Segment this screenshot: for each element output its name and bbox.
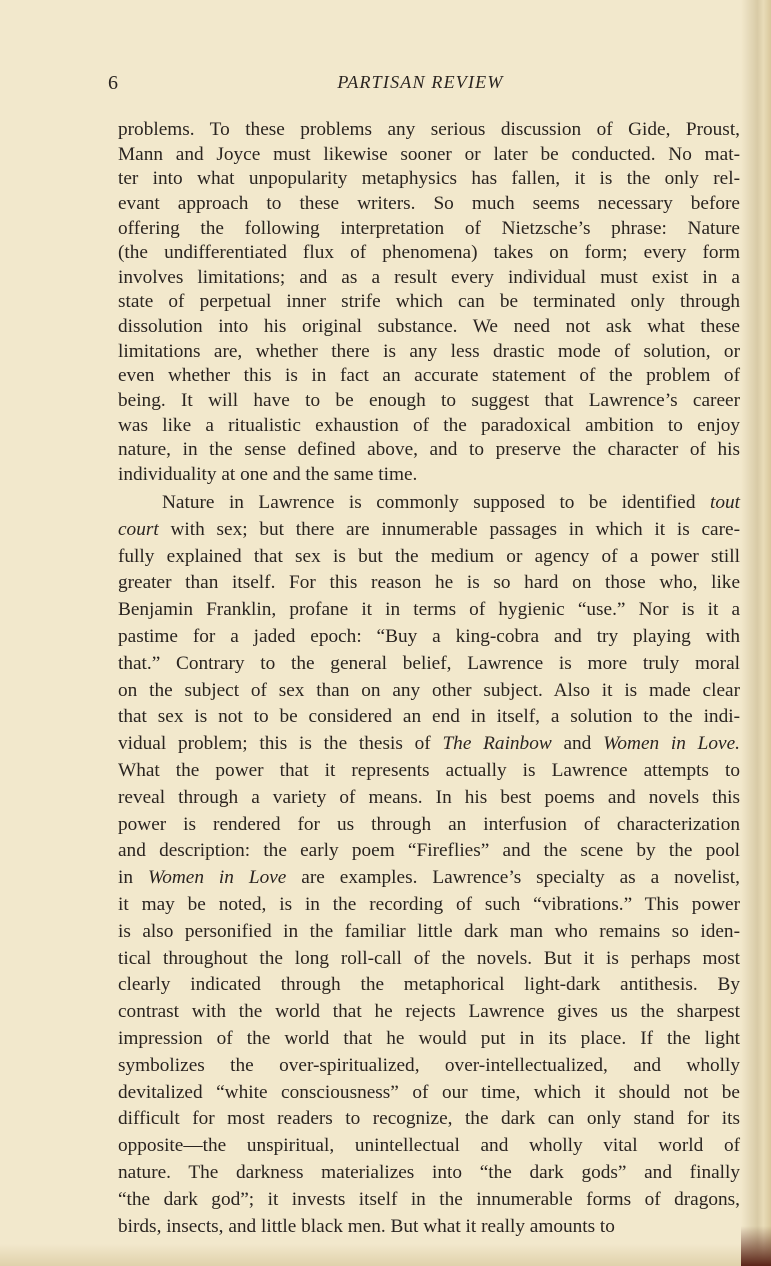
text-line [118,517,740,544]
text-line [118,1080,740,1107]
body-text: was like a ritualistic exhaustion of the paradoxical ambition to enjoy [118,414,740,436]
body-text: on the subject of sex than on any other subject. Also it is made clear [118,679,740,701]
text-line [118,315,740,340]
text-line [118,946,740,973]
text-line [118,597,740,624]
text-line [118,1053,740,1080]
text-line [118,731,740,758]
body-text: dissolution into his original substance. We need not ask what these [118,316,740,338]
text-line [118,118,740,143]
text-line [118,651,740,678]
body-text: What the power that it represents actually is Lawrence attempts to [118,759,740,781]
text-line [118,838,740,865]
italic-title-text: Women in Love [147,867,287,889]
text-line [118,704,740,731]
body-text: (the undifferentiated flux of phenomena) takes on form; every form [118,242,740,264]
text-line [118,570,740,597]
text-line [118,266,740,291]
body-text: and description: the early poem “Fireflies” and the scene by the pool [118,840,740,862]
body-text: reveal through a variety of means. In his best poems and novels this [118,786,740,808]
text-line [118,678,740,705]
text-line [118,865,740,892]
italic-title-text: tout [710,492,740,513]
body-text: Nature in Lawrence is commonly supposed to be identified [162,492,710,513]
text-line [118,241,740,266]
body-text: evant approach to these writers. So much seems necessary before [118,192,740,214]
text-line [118,1133,740,1160]
body-text: power is rendered for us through an interfusion of characterization [118,813,740,835]
text-line [118,340,740,365]
body-text: contrast with the world that he rejects Lawrence gives us the sharpest [118,1001,740,1023]
body-text: and [551,733,604,755]
body-text: with sex; but there are innumerable passages in which it is care- [158,518,740,540]
italic-title-text: court [118,518,159,540]
text-line [118,414,740,439]
running-head: PARTISAN REVIEW [337,72,504,92]
text-line [118,389,740,414]
body-text: even whether this is in fact an accurate statement of the problem of [118,365,740,387]
text-line [118,919,740,946]
body-text: individuality at one and the same time. [118,463,418,485]
text-line [118,1187,740,1214]
body-text: birds, insects, and little black men. But what it really amounts to [118,1215,615,1237]
body-text: limitations are, whether there is any less drastic mode of solution, or [118,340,740,362]
body-text: offering the following interpretation of Nietzsche’s phrase: Nature [118,217,740,239]
italic-title-text: The Rainbow [442,733,552,755]
text-line [118,892,740,919]
body-text: tical throughout the long roll-call of the novels. But it is perhaps most [118,947,740,969]
text-line [118,1026,740,1053]
body-text: in [118,867,148,889]
text-line [118,1160,740,1187]
text-line [118,192,740,217]
body-text: “the dark god”; it invests itself in the innumerable forms of dragons, [118,1188,740,1210]
body-text: involves limitations; and as a result every individual must exist in a [118,266,740,288]
body-text: greater than itself. For this reason he is so hard on those who, like [118,572,740,594]
page-number: 6 [108,72,118,94]
text-line [118,812,740,839]
text-line [118,167,740,192]
text-line [118,972,740,999]
text-line [118,463,740,488]
text-line [118,490,740,517]
text-line [118,438,740,463]
body-text: are examples. Lawrence’s specialty as a novelist, [286,867,740,889]
body-text: that.” Contrary to the general belief, Lawrence is more truly moral [118,652,740,674]
text-line [118,758,740,785]
body-text: ter into what unpopularity metaphysics has fallen, it is the only rel- [118,168,740,190]
body-text: nature. The darkness materializes into “the dark gods” and finally [118,1161,740,1183]
text-line [118,999,740,1026]
paragraph-2 [118,490,740,1240]
body-text: fully explained that sex is but the medium or agency of a power still [118,545,740,567]
text-line [118,217,740,242]
body-text: problems. To these problems any serious discussion of Gide, Proust, [118,119,740,140]
body-text: vidual problem; this is the thesis of [118,733,443,755]
text-line [118,624,740,651]
body-text: is also personified in the familiar little dark man who remains so iden- [118,920,740,942]
body-text: devitalized “white consciousness” of our time, which it should not be [118,1081,740,1103]
body-text: difficult for most readers to recognize, the dark can only stand for its [118,1108,740,1130]
page-edge-shadow [741,0,771,1266]
italic-title-text: Women in Love. [603,733,740,755]
page-bottom-shadow [0,1244,771,1266]
binding-corner [741,1226,771,1266]
body-text: opposite—the unspiritual, unintellectual and wholly vital world of [118,1135,740,1157]
text-line [118,1106,740,1133]
paragraph-1 [118,118,740,488]
body-text: clearly indicated through the metaphorical light-dark antithesis. By [118,974,740,996]
body-text: pastime for a jaded epoch: “Buy a king-cobra and try playing with [118,625,740,647]
text-line [118,785,740,812]
body-text: impression of the world that he would put in its place. If the light [118,1027,740,1049]
body-text: state of perpetual inner strife which can be terminated only through [118,291,740,313]
body-text: that sex is not to be considered an end in itself, a solution to the indi- [118,706,740,728]
body-text: being. It will have to be enough to suggest that Lawrence’s career [118,390,740,412]
body-text: symbolizes the over-spiritualized, over-intellectualized, and wholly [118,1054,740,1076]
text-line [118,290,740,315]
body-text: nature, in the sense defined above, and to preserve the character of his [118,439,740,461]
body-text: Benjamin Franklin, profane it in terms of hygienic “use.” Nor is it a [118,599,740,621]
text-line [118,364,740,389]
text-line [118,1214,740,1241]
body-text: it may be noted, is in the recording of such “vibrations.” This power [118,893,740,915]
body-text: Mann and Joyce must likewise sooner or later be conducted. No mat- [118,143,740,165]
text-line [118,544,740,571]
text-line [118,143,740,168]
